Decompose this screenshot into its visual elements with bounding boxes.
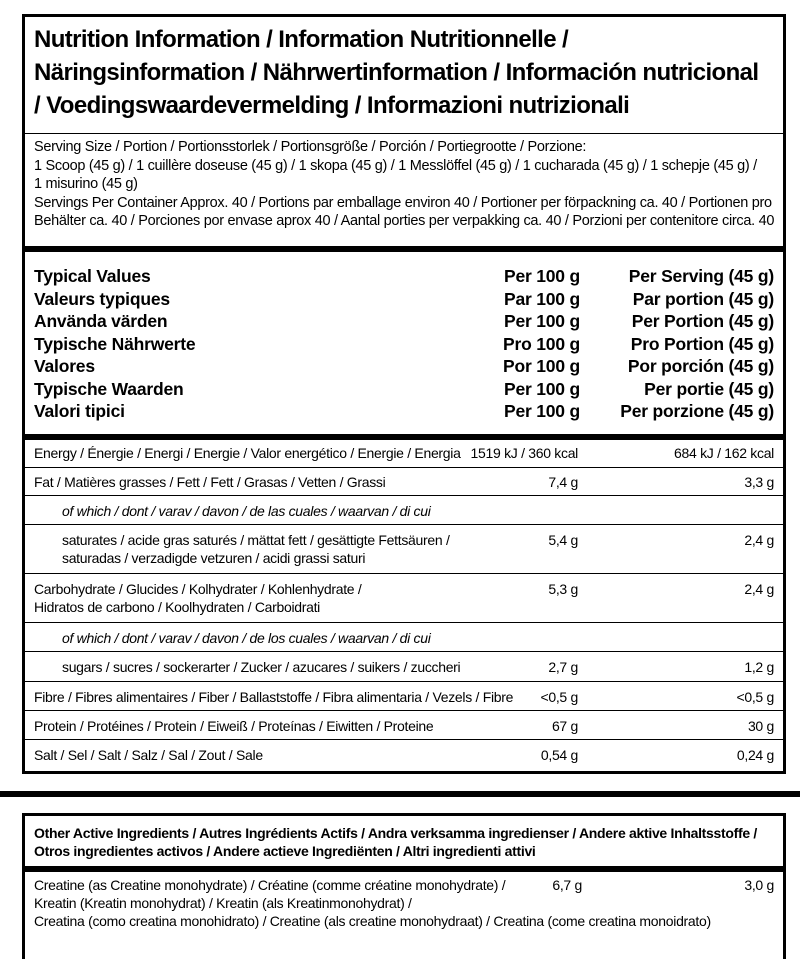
nutrient-label: Protein / Protéines / Protein / Eiweiß / Proteínas / Eiwitten / Proteine (34, 718, 434, 734)
typical-label: Använda värden (34, 311, 168, 331)
divider (25, 495, 783, 496)
serving-line: Behälter ca. 40 / Porciones por envase aprox 40 / Aantal porties per verpakking ca. 40 / Porzioni per contenitore circa. 40 (34, 213, 775, 229)
other-active-heading (34, 824, 779, 860)
typical-label: Valores (34, 356, 95, 376)
per-100-header: Per 100 g (503, 266, 580, 286)
serving-info (34, 138, 779, 231)
per-100-header: Per 100 g (503, 401, 580, 421)
value-per-100: 2,7 g (548, 659, 578, 675)
divider (25, 133, 783, 134)
per-serving-header: Per Portion (45 g) (631, 311, 774, 331)
per-serving-header: Pro Portion (45 g) (630, 333, 774, 354)
per-100-header: Per 100 g (503, 378, 580, 399)
per-serving-header: Par portion (45 g) (632, 288, 774, 309)
nutrient-label: Salt / Sel / Salt / Salz / Sal / Zout / Sale (34, 747, 263, 763)
nutrition-panel (22, 14, 786, 774)
per-serving-header: Per portie (45 g) (644, 378, 774, 399)
section-separator (0, 791, 800, 797)
value-per-serving: 0,24 g (736, 747, 774, 763)
title-line: Näringsinformation / Nährwertinformation / Información nutricional (34, 59, 759, 86)
typical-label: Typische Waarden (34, 378, 184, 399)
typical-values-row (34, 355, 774, 377)
divider (25, 710, 783, 711)
value-per-100: 67 g (551, 718, 578, 734)
per-100-header: Per 100 g (503, 311, 580, 331)
value-per-serving: 1,2 g (744, 659, 774, 675)
value-per-serving: 684 kJ / 162 kcal (674, 445, 774, 461)
value-per-100: 6,7 g (552, 877, 582, 893)
serving-line: Servings Per Container Approx. 40 / Portions par emballage environ 40 / Portioner per förpackning ca. 40 / Portionen pro (34, 194, 772, 211)
label-line: Creatina (como creatina monohidrato) / Creatine (als creatine monohydraat) / Creatina (come creatina monoidrato) (34, 913, 711, 929)
label-line: Hidratos de carbono / Koolhydraten / Carboidrati (34, 599, 320, 615)
divider (25, 739, 783, 740)
title-line: Nutrition Information / Information Nutritionnelle / (34, 26, 569, 53)
thick-divider (25, 246, 783, 252)
divider (25, 681, 783, 682)
per-100-header: Par 100 g (503, 288, 580, 309)
value-per-serving: 30 g (747, 718, 774, 734)
per-serving-header: Per Serving (45 g) (628, 266, 774, 286)
value-per-100: <0,5 g (540, 689, 578, 705)
nutrient-label: Energy / Énergie / Energi / Energie / Valor energético / Energie / Energia (34, 445, 461, 461)
label-line: saturadas / verzadigde vetzuren / acidi grassi saturi (62, 550, 366, 566)
nutrient-label (62, 531, 450, 567)
typical-label: Valori tipici (34, 401, 125, 421)
typical-values-row (34, 265, 774, 287)
other-active-panel (22, 813, 786, 959)
value-per-100: 5,4 g (548, 532, 578, 548)
typical-values-row (34, 400, 774, 422)
serving-line: 1 Scoop (45 g) / 1 cuillère doseuse (45 g) / 1 skopa (45 g) / 1 Messlöffel (45 g) / 1 cucharada (45 g) / 1 schepje (45 g) / (34, 157, 757, 174)
nutrient-label: Fibre / Fibres alimentaires / Fiber / Ballaststoffe / Fibra alimentaria / Vezels / Fibre (34, 689, 514, 705)
divider (25, 622, 783, 623)
per-serving-header: Per porzione (45 g) (620, 401, 774, 421)
label-line: Creatine (as Creatine monohydrate) / Créatine (comme créatine monohydrate) / (34, 877, 506, 893)
typical-values-row (34, 310, 774, 332)
nutrient-label: Fat / Matières grasses / Fett / Fett / Grasas / Vetten / Grassi (34, 474, 386, 490)
heading-line: Otros ingredientes activos / Andere actieve Ingrediënten / Altri ingredienti attivi (34, 843, 536, 859)
value-per-serving: <0,5 g (736, 689, 774, 705)
typical-values-row (34, 288, 774, 310)
label-line: Carbohydrate / Glucides / Kolhydrater / Kohlenhydrate / (34, 581, 362, 597)
label-line: Kreatin (Kreatin monohydrat) / Kreatin (als Kreatinmonohydrat) / (34, 895, 412, 911)
nutrient-label (34, 580, 361, 616)
per-100-header: Pro 100 g (503, 333, 580, 354)
ingredient-label (34, 876, 711, 930)
value-per-serving: 2,4 g (744, 581, 774, 597)
value-per-serving: 2,4 g (744, 532, 774, 548)
value-per-serving: 3,0 g (744, 877, 774, 893)
nutrient-label: sugars / sucres / sockerarter / Zucker / azucares / suikers / zuccheri (62, 659, 461, 675)
title-line: / Voedingswaardevermelding / Informazioni nutrizionali (34, 92, 630, 119)
divider (25, 651, 783, 652)
of-which-label: of which / dont / varav / davon / de las cuales / waarvan / di cui (62, 503, 431, 519)
thick-divider (25, 434, 783, 440)
typical-label: Valeurs typiques (34, 288, 170, 309)
per-100-header: Por 100 g (503, 356, 580, 376)
value-per-100: 0,54 g (540, 747, 578, 763)
label-line: saturates / acide gras saturés / mättat fett / gesättigte Fettsäuren / (62, 532, 450, 548)
value-per-serving: 3,3 g (744, 474, 774, 490)
value-per-100: 1519 kJ / 360 kcal (470, 445, 578, 461)
thick-divider (25, 866, 783, 872)
per-serving-header: Por porción (45 g) (627, 356, 774, 376)
divider (25, 467, 783, 468)
value-per-100: 5,3 g (548, 581, 578, 597)
page-title (34, 23, 774, 122)
of-which-label: of which / dont / varav / davon / de los cuales / waarvan / di cui (62, 630, 431, 646)
divider (25, 573, 783, 574)
typical-values-row (34, 333, 774, 355)
value-per-100: 7,4 g (548, 474, 578, 490)
serving-line: 1 misurino (45 g) (34, 176, 138, 192)
divider (25, 524, 783, 525)
typical-label: Typische Nährwerte (34, 333, 196, 354)
serving-line: Serving Size / Portion / Portionsstorlek / Portionsgröße / Porción / Portiegrootte / Porzione: (34, 139, 587, 155)
typical-values-row (34, 378, 774, 400)
heading-line: Other Active Ingredients / Autres Ingrédients Actifs / Andra verksamma ingredienser / Andere aktive Inhaltsstoffe / (34, 825, 758, 841)
typical-label: Typical Values (34, 266, 151, 286)
